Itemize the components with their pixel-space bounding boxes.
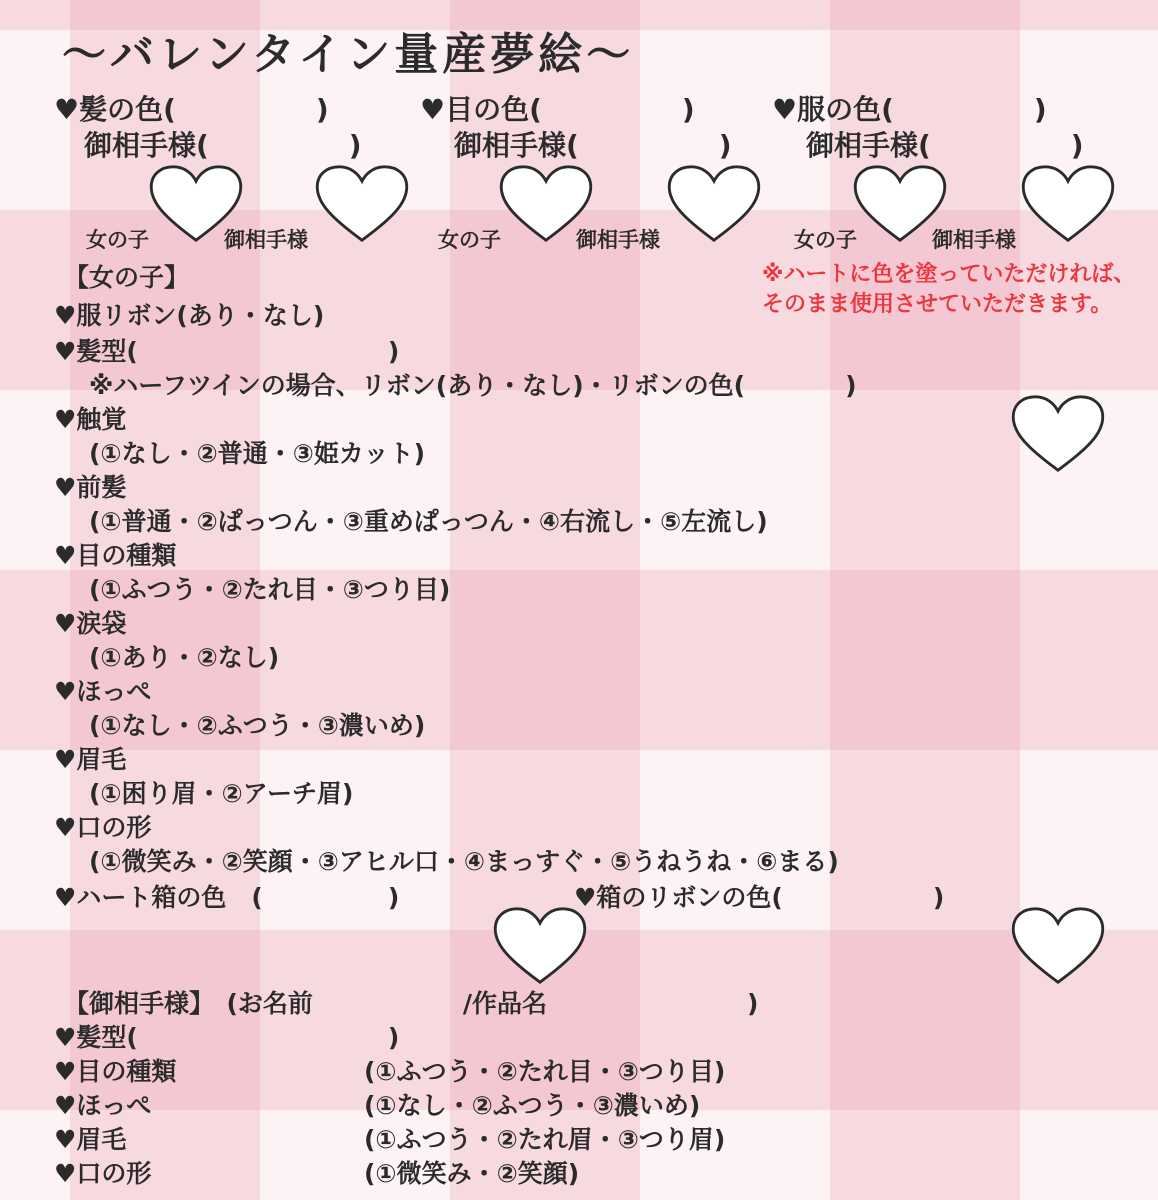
heart-label-partner: 御相手様 — [932, 228, 1016, 252]
girl-line: ♥髪型( ) — [54, 337, 400, 366]
partner-row-value: (①ふつう・②たれ眉・③つり眉) — [364, 1125, 726, 1154]
girl-line: ♥前髪 — [54, 473, 127, 502]
partner-row-label: ♥目の種類 — [54, 1057, 177, 1086]
heart-label-girl: 女の子 — [86, 228, 149, 252]
girl-line: ※ハーフツインの場合、リボン(あり・なし)・リボンの色( ) — [64, 371, 857, 400]
clothes-color-field: ♥服の色( ) — [772, 93, 1047, 126]
heart-label-girl: 女の子 — [794, 228, 857, 252]
girl-line: (①困り眉・②アーチ眉) — [64, 779, 354, 808]
girl-line: ♥ほっぺ — [54, 677, 152, 706]
heart-clothes-partner-icon — [1020, 164, 1116, 244]
heart-label-girl: 女の子 — [438, 228, 501, 252]
girl-line: ♥口の形 — [54, 813, 152, 842]
hair-color-partner-field: 御相手様( ) — [84, 129, 362, 162]
heart-eye-partner-icon — [666, 164, 762, 244]
girl-line: ♥服リボン(あり・なし) — [54, 301, 325, 330]
box-ribbon-color-field: ♥箱のリボンの色( ) — [574, 883, 945, 912]
girl-line: ♥眉毛 — [54, 745, 127, 774]
girl-section-heading: 【女の子】 — [64, 263, 190, 292]
heart-box-icon — [492, 906, 588, 986]
partner-row-value: (①ふつう・②たれ目・③つり目) — [364, 1057, 726, 1086]
heart-ribbon-icon — [1010, 394, 1106, 474]
girl-line: ♥触覚 — [54, 405, 127, 434]
coloring-note: ※ハートに色を塗っていただければ、そのまま使用させていただきます。 — [762, 262, 1136, 317]
heart-hair-partner-icon — [314, 164, 410, 244]
partner-row-label: ♥ほっぺ — [54, 1091, 152, 1120]
partner-section-heading: 【御相手様】 (お名前 /作品名 ) — [64, 989, 759, 1018]
clothes-color-partner-field: 御相手様( ) — [806, 129, 1084, 162]
girl-line: (①なし・②普通・③姫カット) — [64, 439, 426, 468]
girl-line: ♥目の種類 — [54, 541, 177, 570]
heart-box-color-field: ♥ハート箱の色 ( ) — [54, 883, 400, 912]
girl-line: (①ふつう・②たれ目・③つり目) — [64, 575, 451, 604]
heart-box-ribbon-icon — [1010, 906, 1106, 986]
heart-label-partner: 御相手様 — [576, 228, 660, 252]
heart-label-partner: 御相手様 — [224, 228, 308, 252]
partner-row-value: (①なし・②ふつう・③濃いめ) — [364, 1091, 701, 1120]
girl-line: ♥涙袋 — [54, 609, 127, 638]
girl-line: (①なし・②ふつう・③濃いめ) — [64, 711, 426, 740]
partner-hair-field: ♥髪型( ) — [54, 1023, 400, 1052]
partner-row-value: (①微笑み・②笑顔) — [364, 1159, 580, 1188]
eye-color-partner-field: 御相手様( ) — [454, 129, 732, 162]
girl-line: (①微笑み・②笑顔・③アヒル口・④まっすぐ・⑤うねうね・⑥まる) — [64, 847, 839, 876]
eye-color-field: ♥目の色( ) — [420, 93, 695, 126]
partner-row-label: ♥口の形 — [54, 1159, 152, 1188]
partner-row-label: ♥眉毛 — [54, 1125, 127, 1154]
hair-color-field: ♥髪の色( ) — [54, 93, 329, 126]
page-title: ～バレンタイン量産夢絵～ — [62, 29, 635, 80]
girl-line: (①普通・②ぱっつん・③重めぱっつん・④右流し・⑤左流し) — [64, 507, 768, 536]
girl-line: (①あり・②なし) — [64, 643, 280, 672]
